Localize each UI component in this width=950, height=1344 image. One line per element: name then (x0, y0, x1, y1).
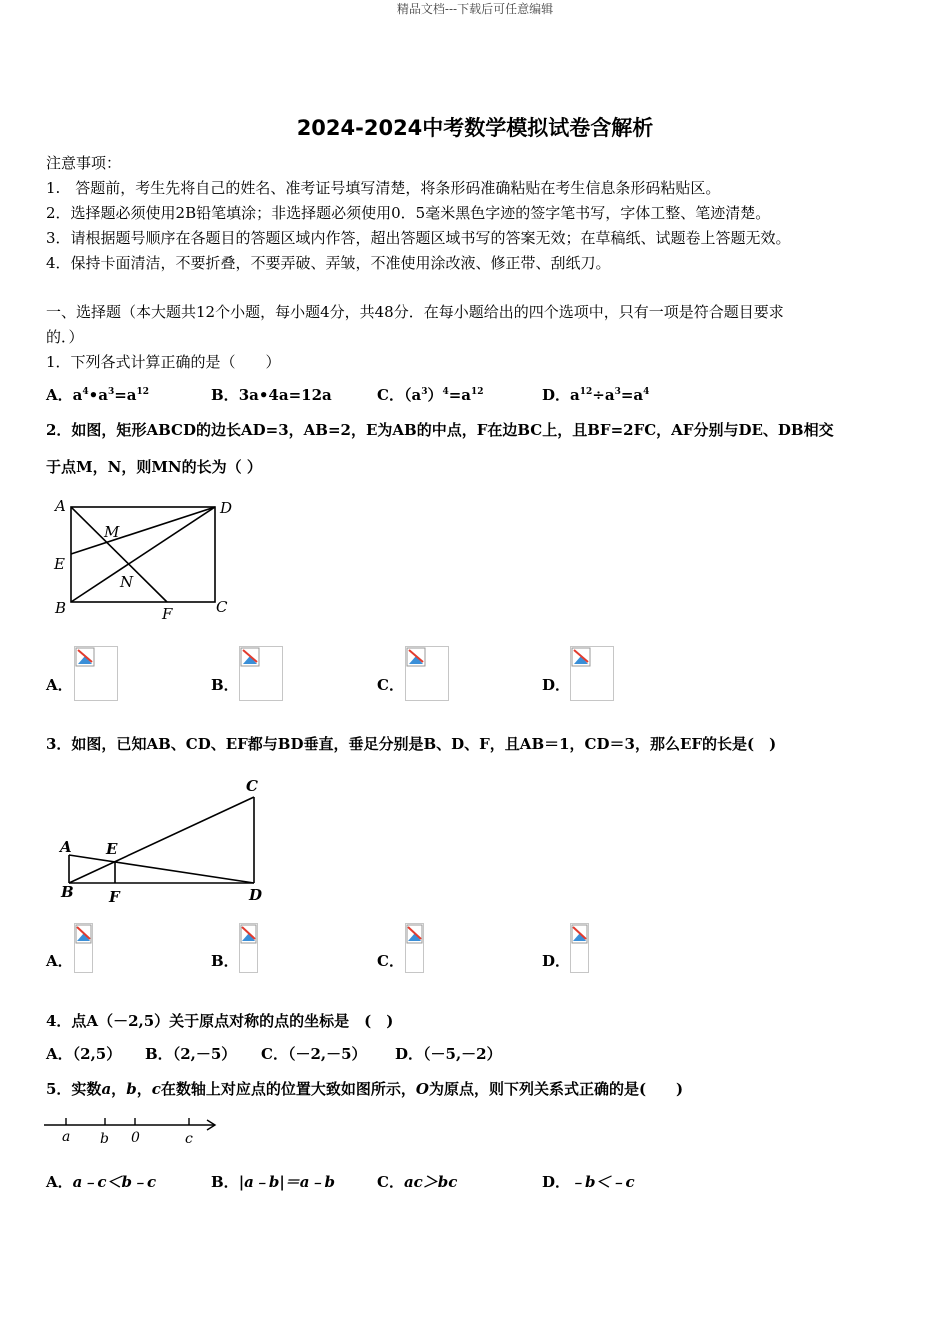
q3-segment-ad (69, 855, 254, 883)
q2-label-e: E (54, 555, 65, 573)
q2-line-de (71, 507, 215, 554)
q1-option-a: A．$a^4•a^3=a^{12}$ (46, 386, 150, 404)
q2-option-b-image (239, 646, 283, 701)
q2-label-c: C (216, 598, 228, 616)
q4-option-c: C．（－2,－5） (261, 1045, 367, 1063)
q4-option-d: D．（－5,－2） (395, 1045, 502, 1063)
q1-option-b: B．3a•4a=12a (211, 386, 332, 404)
broken-image-icon (571, 924, 588, 944)
q4-option-b: B．（2,－5） (145, 1045, 237, 1063)
q2-option-a-image (74, 646, 118, 701)
q2-line-af (71, 507, 167, 602)
broken-image-icon (75, 647, 95, 667)
q2-label-d: D (220, 499, 233, 517)
q2-option-d-image (570, 646, 614, 701)
q5-option-b: B．|a﹣b|＝a﹣b (211, 1173, 336, 1191)
q1-option-d: D．$a^{12}\div a^3=a^4$ (542, 386, 650, 404)
q5-option-d: D．﹣b＜﹣c (542, 1173, 635, 1191)
q2-stem-line2: 于点M，N，则MN的长为（ ） (46, 458, 262, 476)
broken-image-icon (406, 924, 423, 944)
axis-label-a: a (62, 1129, 71, 1145)
q3-option-c-image (405, 923, 424, 973)
q3-label-a: A (60, 838, 72, 856)
q5-option-c: C．ac＞bc (377, 1173, 458, 1191)
broken-image-icon (240, 647, 260, 667)
q2-option-c-image (405, 646, 449, 701)
q2-stem-line1: 2．如图，矩形ABCD的边长AD=3，AB=2，E为AB的中点，F在边BC上，且BF=2FC，AF分别与DE、DB相交 (46, 421, 834, 439)
q5-number-line (42, 1112, 222, 1148)
q3-label-e: E (106, 840, 118, 858)
q3-label-f: F (109, 888, 120, 906)
q2-label-f: F (162, 605, 173, 623)
notice-item-2: 2．选择题必须使用2B铅笔填涂；非选择题必须使用0．5毫米黑色字迹的签字笔书写，字体工整、笔迹清楚。 (46, 204, 771, 222)
axis-label-zero: 0 (131, 1130, 140, 1146)
broken-image-icon (571, 647, 591, 667)
q2-label-m: M (104, 523, 120, 541)
axis-label-b: b (100, 1131, 109, 1147)
q3-option-d-label: D． (542, 952, 571, 970)
broken-image-icon (240, 924, 257, 944)
q3-option-d-image (570, 923, 589, 973)
q2-label-n: N (120, 573, 134, 591)
q3-figure (46, 773, 276, 908)
header-note: 精品文档---下载后可任意编辑 (396, 2, 554, 16)
q2-option-c-label: C． (377, 676, 404, 694)
q4-option-a: A．（2,5） (46, 1045, 122, 1063)
q3-stem: 3．如图，已知AB、CD、EF都与BD垂直，垂足分别是B、D、F，且AB＝1，CD＝3，那么EF的长是( ) (46, 735, 777, 753)
q2-line-db (71, 507, 215, 602)
notice-heading: 注意事项： (46, 154, 122, 172)
q5-option-a: A．a﹣c＜b﹣c (46, 1173, 157, 1191)
broken-image-icon (406, 647, 426, 667)
q2-option-b-label: B． (211, 676, 239, 694)
q2-label-a: A (55, 497, 66, 515)
q1-option-c: C．$(a^3)^4=a^{12}$ (377, 386, 484, 404)
q3-option-a-label: A． (46, 952, 73, 970)
q3-option-b-label: B． (211, 952, 239, 970)
axis-label-c: c (185, 1131, 193, 1147)
section-heading-line1: 一、选择题（本大题共12个小题，每小题4分，共48分．在每小题给出的四个选项中，只有一项是符合题目要求 (46, 303, 784, 321)
notice-item-4: 4．保持卡面清洁，不要折叠，不要弄破、弄皱，不准使用涂改液、修正带、刮纸刀。 (46, 254, 611, 272)
q2-option-d-label: D． (542, 676, 571, 694)
q3-label-d: D (249, 886, 263, 904)
q4-stem: 4．点A（－2,5）关于原点对称的点的坐标是 ( ) (46, 1012, 394, 1030)
section-heading-line2: 的．） (46, 328, 84, 346)
q1-stem: 1．下列各式计算正确的是（ ） (46, 353, 281, 371)
notice-item-3: 3．请根据题号顺序在各题目的答题区域内作答，超出答题区域书写的答案无效；在草稿纸、试题卷上答题无效。 (46, 229, 791, 247)
q3-option-b-image (239, 923, 258, 973)
q3-label-c: C (246, 777, 258, 795)
q3-segment-bc (69, 797, 254, 883)
broken-image-icon (75, 924, 92, 944)
notice-item-1: 1. 答题前，考生先将自己的姓名、准考证号填写清楚，将条形码准确粘贴在考生信息条形码粘贴区。 (46, 179, 721, 197)
q2-figure (46, 495, 246, 625)
page-title: 2024-2024中考数学模拟试卷含解析 (296, 116, 654, 140)
q3-option-a-image (74, 923, 93, 973)
q5-stem: 5．实数a，b，c在数轴上对应点的位置大致如图所示，O为原点，则下列关系式正确的是( ) (46, 1080, 684, 1098)
q2-label-b: B (55, 599, 67, 617)
q3-label-b: B (61, 883, 74, 901)
q3-option-c-label: C． (377, 952, 404, 970)
q2-option-a-label: A． (46, 676, 73, 694)
